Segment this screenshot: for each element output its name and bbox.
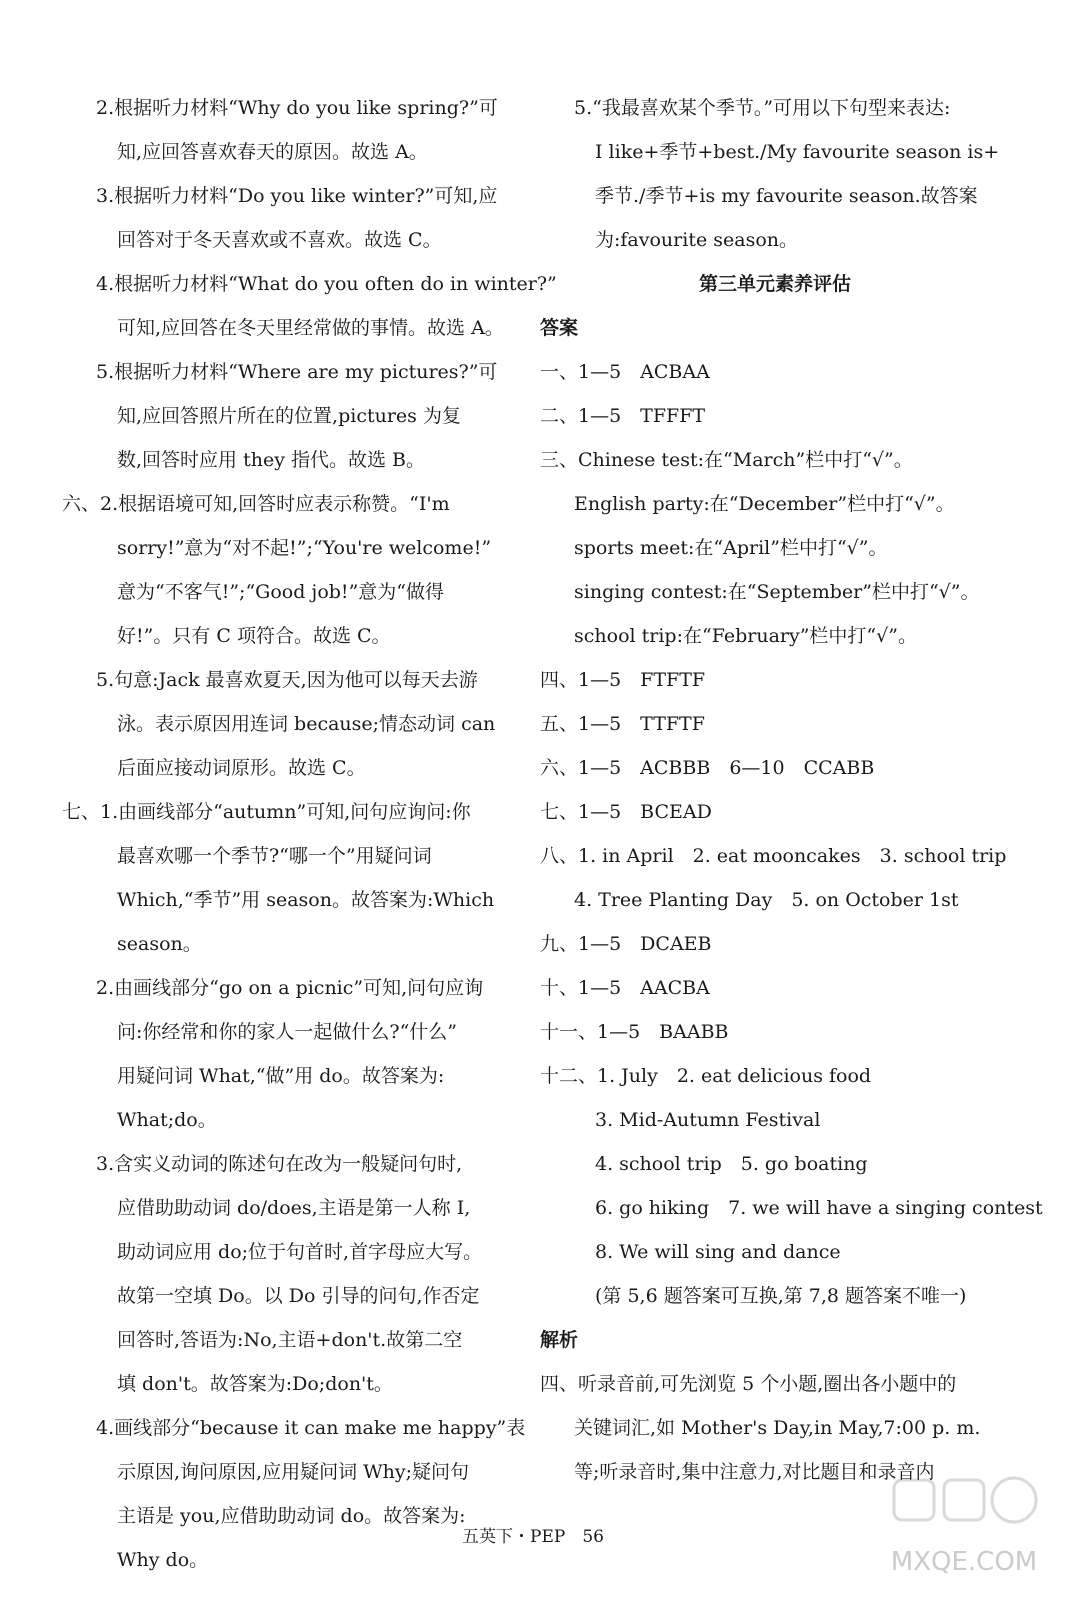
right-text-line: 5.“我最喜欢某个季节。”可用以下句型来表达: [574,97,951,119]
left-text-line: 用疑问词 What,“做”用 do。故答案为: [117,1065,445,1087]
right-text-line: 十、1—5 AACBA [540,977,710,999]
right-text-line: singing contest:在“September”栏中打“√”。 [574,581,980,603]
left-text-line: 七、1.由画线部分“autumn”可知,问句应询问:你 [62,801,471,823]
right-text-line: 四、1—5 FTFTF [540,669,706,691]
left-text-line: 示原因,询问原因,应用疑问词 Why;疑问句 [117,1461,470,1483]
right-text-line: 十二、1. July 2. eat delicious food [540,1065,872,1087]
right-text-line: 七、1—5 BCEAD [540,801,712,823]
right-text-line: 一、1—5 ACBAA [540,361,710,383]
left-text-line: 5.根据听力材料“Where are my pictures?”可 [96,361,498,383]
left-text-line: sorry!”意为“对不起!”;“You're welcome!” [117,537,492,559]
right-text-line: (第 5,6 题答案可互换,第 7,8 题答案不唯一) [595,1285,967,1307]
right-text-line: 九、1—5 DCAEB [540,933,712,955]
right-text-line: 4. school trip 5. go boating [595,1153,868,1175]
right-text-line: 8. We will sing and dance [595,1241,841,1263]
right-text-line: sports meet:在“April”栏中打“√”。 [574,537,888,559]
right-text-line: 3. Mid-Autumn Festival [595,1109,821,1131]
right-text-line: 等;听录音时,集中注意力,对比题目和录音内 [574,1461,935,1483]
section-label: 答案 [540,317,579,339]
right-text-line: 五、1—5 TTFTF [540,713,705,735]
svg-text:MXQE.COM: MXQE.COM [890,1547,1038,1577]
section-label: 解析 [540,1329,579,1351]
left-text-line: 3.含实义动词的陈述句在改为一般疑问句时, [96,1153,463,1175]
page-footer: 五英下・PEP 56 [462,1527,604,1547]
left-text-line: 4.根据听力材料“What do you often do in winter?” [96,273,557,295]
right-text-line: school trip:在“February”栏中打“√”。 [574,625,917,647]
left-text-line: 助动词应用 do;位于句首时,首字母应大写。 [117,1241,483,1263]
left-text-line: Why do。 [117,1549,209,1571]
right-column [540,86,1043,1494]
left-text-line: 填 don't。故答案为:Do;don't。 [117,1373,393,1395]
left-text-line: season。 [117,933,202,955]
left-text-line: 主语是 you,应借助助动词 do。故答案为: [117,1505,466,1527]
right-text-line: 关键词汇,如 Mother's Day,in May,7:00 p. m. [574,1417,981,1439]
left-text-line: 4.画线部分“because it can make me happy”表 [96,1417,526,1439]
left-text-line: 数,回答时应用 they 指代。故选 B。 [117,449,425,471]
left-text-line: 后面应接动词原形。故选 C。 [117,757,366,779]
left-text-line: 故第一空填 Do。以 Do 引导的问句,作否定 [117,1285,480,1307]
left-text-line: Which,“季节”用 season。故答案为:Which [117,889,495,911]
right-text-line: I like+季节+best./My favourite season is+ [595,141,1000,163]
right-text-line: 4. Tree Planting Day 5. on October 1st [574,889,959,911]
right-text-line: 四、听录音前,可先浏览 5 个小题,圈出各小题中的 [540,1373,957,1395]
left-text-line: 好!”。只有 C 项符合。故选 C。 [117,625,391,647]
left-text-line: 应借助助动词 do/does,主语是第一人称 I, [117,1197,471,1219]
right-text-line: 八、1. in April 2. eat mooncakes 3. school trip [540,845,1007,867]
left-text-line: 最喜欢哪一个季节?“哪一个”用疑问词 [117,845,432,867]
right-text-line: 6. go hiking 7. we will have a singing contest [595,1197,1043,1219]
watermark-logo [874,1470,1054,1590]
section-heading: 第三单元素养评估 [698,273,851,295]
left-text-line: 知,应回答照片所在的位置,pictures 为复 [117,405,461,427]
right-text-line: 十一、1—5 BAABB [540,1021,729,1043]
left-text-line: 问:你经常和你的家人一起做什么?“什么” [117,1021,458,1043]
left-text-line: 可知,应回答在冬天里经常做的事情。故选 A。 [117,317,504,339]
left-text-line: 意为“不客气!”;“Good job!”意为“做得 [117,581,444,603]
right-text-line: English party:在“December”栏中打“√”。 [574,493,955,515]
left-text-line: 回答对于冬天喜欢或不喜欢。故选 C。 [117,229,442,251]
left-text-line: 泳。表示原因用连词 because;情态动词 can [117,713,496,735]
left-text-line: 2.由画线部分“go on a picnic”可知,问句应询 [96,977,484,999]
right-text-line: 为:favourite season。 [595,229,798,251]
left-text-line: 3.根据听力材料“Do you like winter?”可知,应 [96,185,498,207]
left-text-line: 六、2.根据语境可知,回答时应表示称赞。“I'm [62,493,450,515]
right-text-line: 六、1—5 ACBBB 6—10 CCABB [540,757,875,779]
left-text-line: What;do。 [117,1109,217,1131]
left-text-line: 知,应回答喜欢春天的原因。故选 A。 [117,141,428,163]
right-text-line: 三、Chinese test:在“March”栏中打“√”。 [540,449,913,471]
right-text-line: 二、1—5 TFFFT [540,405,706,427]
left-text-line: 5.句意:Jack 最喜欢夏天,因为他可以每天去游 [96,669,478,691]
left-text-line: 回答时,答语为:No,主语+don't.故第二空 [117,1329,463,1351]
right-text-line: 季节./季节+is my favourite season.故答案 [595,185,978,207]
left-text-line: 2.根据听力材料“Why do you like spring?”可 [96,97,498,119]
